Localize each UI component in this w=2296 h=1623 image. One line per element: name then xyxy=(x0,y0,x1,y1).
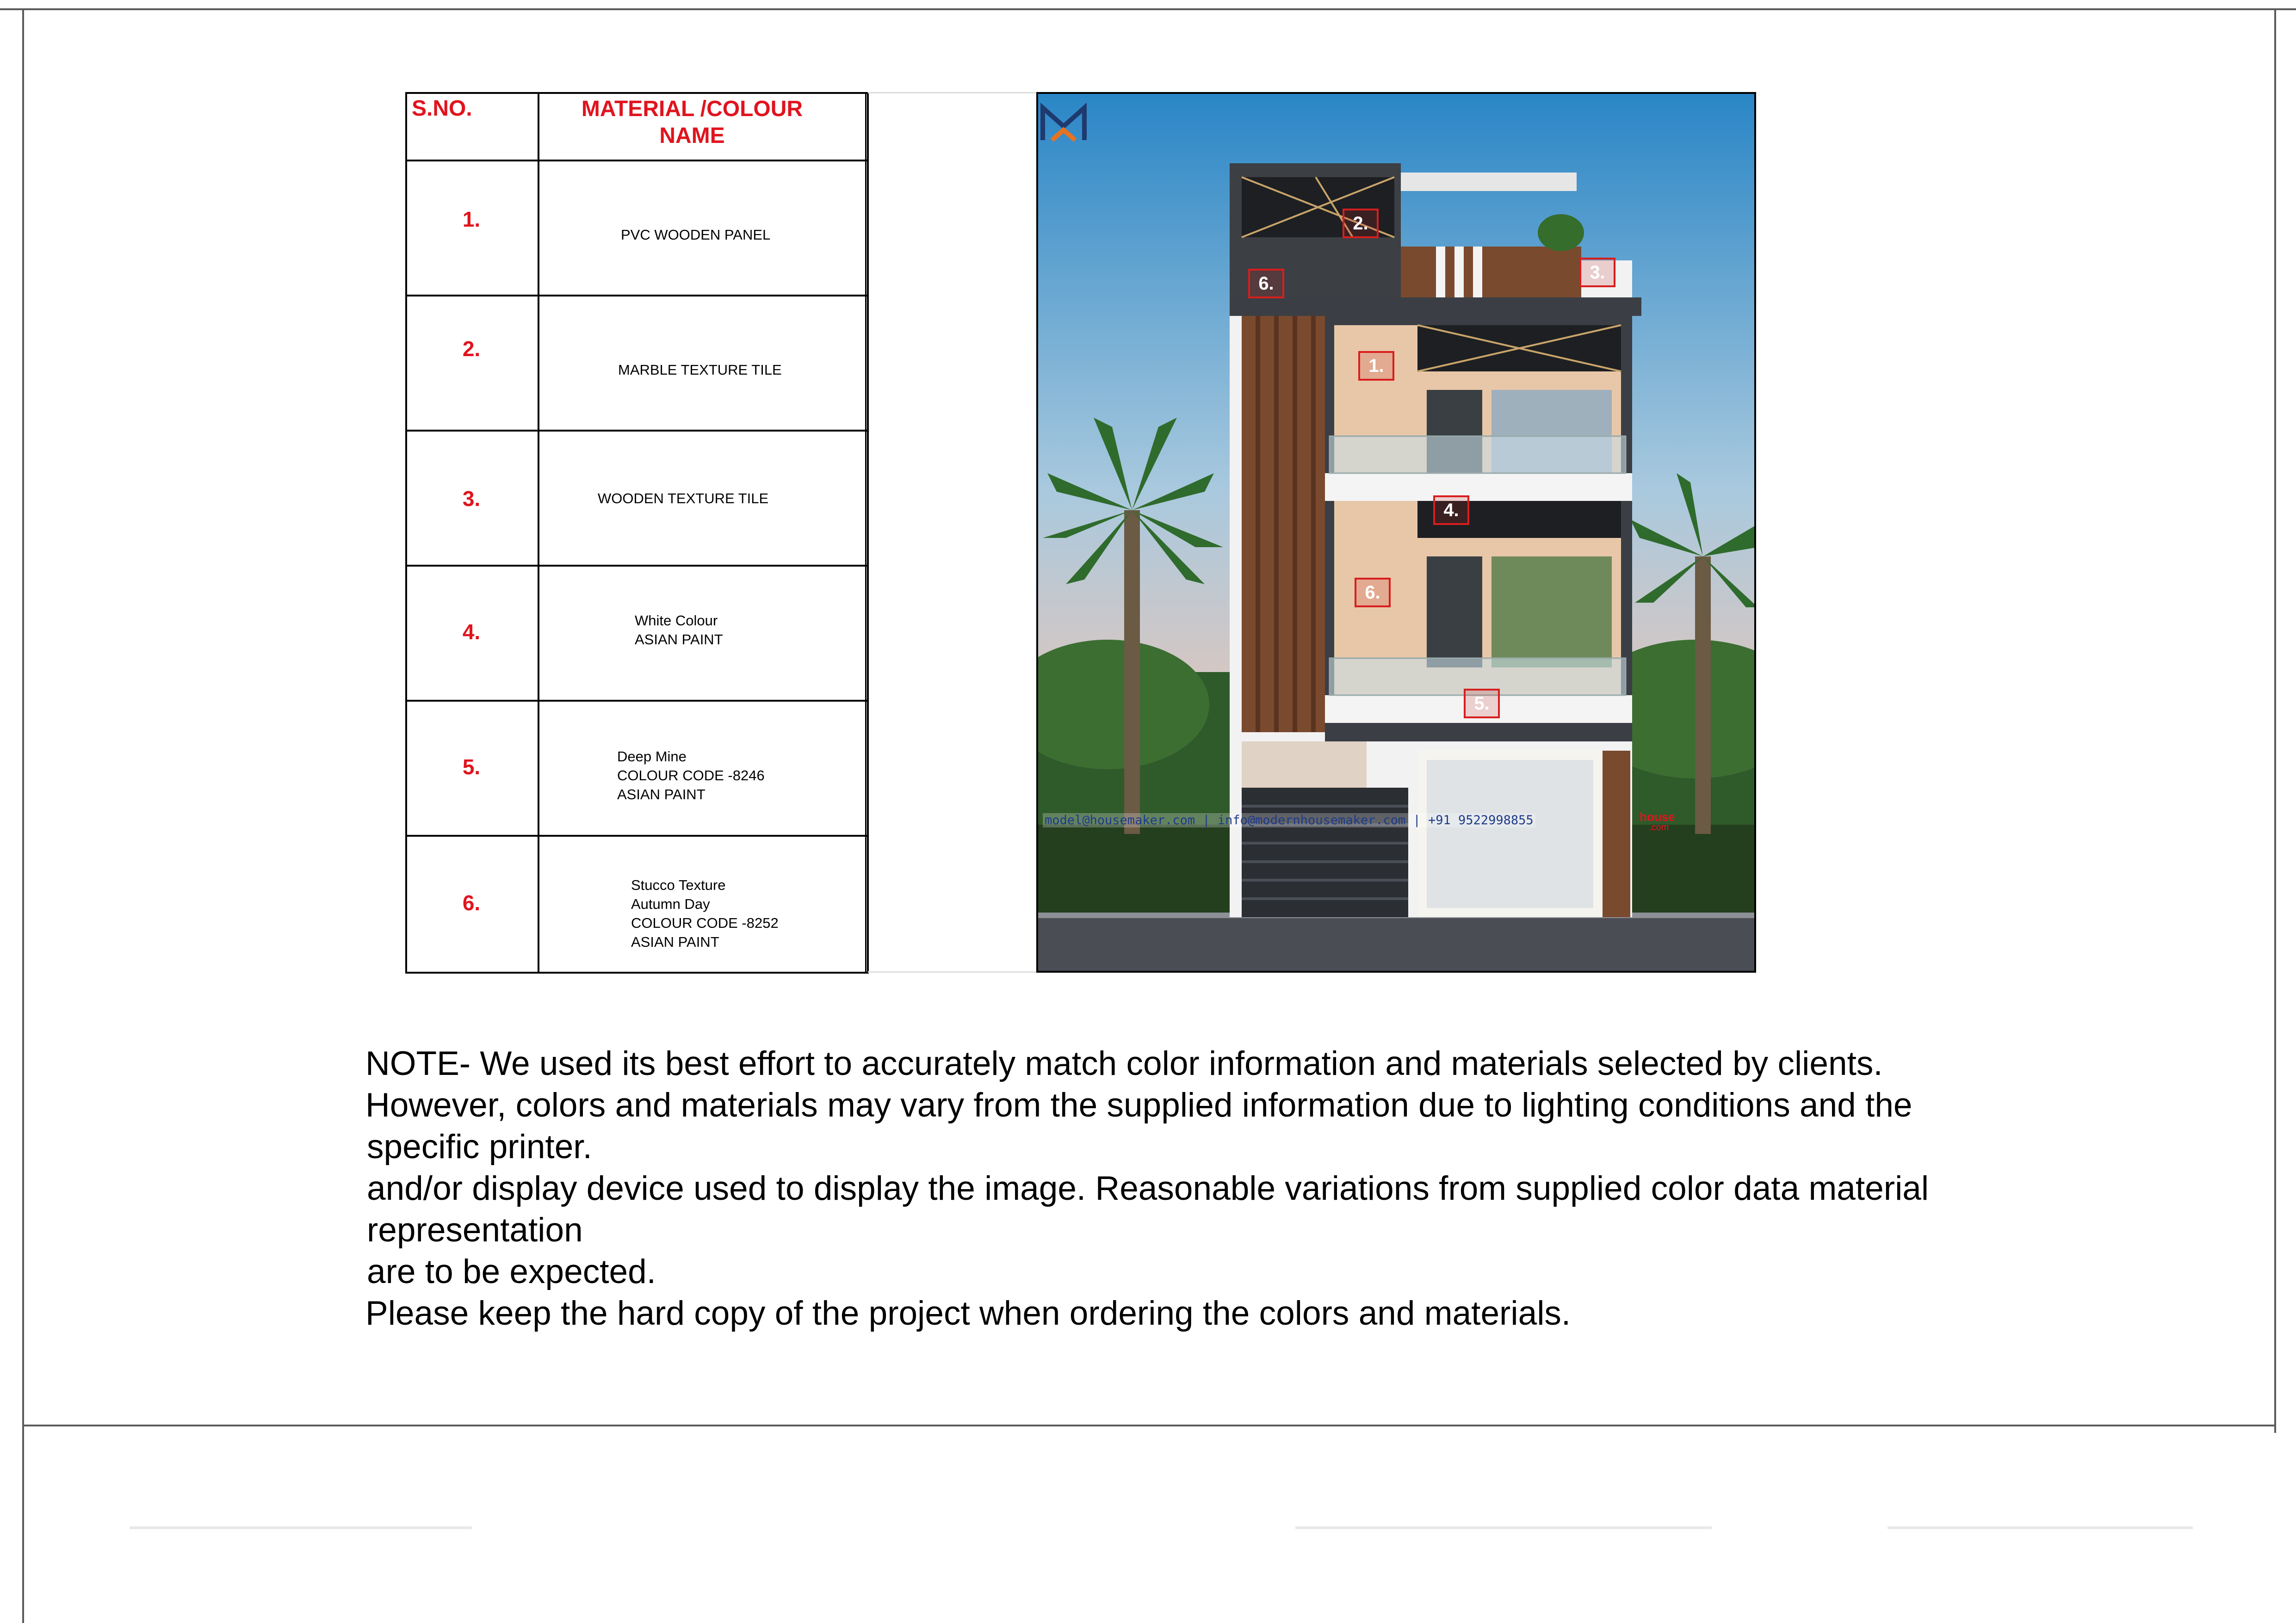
legend-row-2-sno: 2. xyxy=(462,337,481,361)
material-line: WOODEN TEXTURE TILE xyxy=(598,490,769,506)
legend-row-divider xyxy=(405,700,868,702)
material-tag-6-top: 6. xyxy=(1248,269,1284,298)
legend-row-4-material xyxy=(635,611,723,649)
material-line: PVC WOODEN PANEL xyxy=(621,227,771,243)
disclaimer-note xyxy=(365,1043,1985,1334)
legend-right-border xyxy=(865,92,866,973)
elevation-render xyxy=(1036,92,1756,973)
legend-row-6-sno: 6. xyxy=(462,891,481,915)
frame-top-border xyxy=(0,8,2296,10)
legend-row-divider xyxy=(405,160,868,161)
material-line: ASIAN PAINT xyxy=(617,786,706,802)
legend-row-divider xyxy=(405,430,868,432)
frame-title-block-divider xyxy=(22,1425,2275,1426)
legend-row-1-material xyxy=(621,225,770,244)
brand-logo-icon xyxy=(1038,94,1089,145)
material-tag-2: 2. xyxy=(1343,209,1379,238)
material-line: Deep Mine xyxy=(617,748,687,765)
legend-to-render-top-rule xyxy=(868,92,1039,93)
material-tag-1: 1. xyxy=(1358,351,1394,381)
material-legend-table xyxy=(405,92,868,973)
material-tag-4: 4. xyxy=(1433,495,1469,525)
brand-name: house xyxy=(1640,810,1675,824)
note-line: specific printer. xyxy=(367,1128,592,1166)
note-line: are to be expected. xyxy=(367,1253,656,1290)
frame-right-border xyxy=(2274,8,2276,1433)
legend-row-3-sno: 3. xyxy=(462,487,481,511)
material-line: White Colour xyxy=(635,612,718,629)
elevation-illustration xyxy=(1038,94,1756,973)
material-line: Autumn Day xyxy=(631,896,710,912)
legend-column-divider xyxy=(538,92,539,973)
legend-row-divider xyxy=(405,835,868,837)
title-block-faint-text xyxy=(1888,1526,2193,1529)
note-line: and/or display device used to display the image. Reasonable variations from supplied color data material xyxy=(367,1170,1929,1207)
legend-row-divider xyxy=(405,295,868,296)
note-line: However, colors and materials may vary from the supplied information due to lighting conditions and the xyxy=(365,1086,1912,1124)
title-block-faint-text xyxy=(1295,1526,1712,1529)
material-line: ASIAN PAINT xyxy=(635,631,723,648)
legend-header-sno: S.NO. xyxy=(412,96,472,121)
frame-left-border xyxy=(22,8,24,1623)
legend-row-2-material xyxy=(618,360,782,379)
note-line: representation xyxy=(367,1211,583,1249)
legend-header-material xyxy=(539,96,845,149)
material-line: COLOUR CODE -8246 xyxy=(617,767,765,784)
material-line: Stucco Texture xyxy=(631,877,726,893)
material-line: COLOUR CODE -8252 xyxy=(631,915,779,931)
note-line: NOTE- We used its best effort to accurately match color information and materials selected by clients. xyxy=(365,1045,1883,1082)
legend-row-6-material xyxy=(631,876,779,951)
brand-tld: .com xyxy=(1649,822,1669,833)
material-tag-5: 5. xyxy=(1464,689,1500,718)
material-tag-3: 3. xyxy=(1579,258,1615,287)
legend-row-4-sno: 4. xyxy=(462,620,481,644)
material-tag-6: 6. xyxy=(1355,578,1391,607)
material-line: ASIAN PAINT xyxy=(631,934,719,950)
legend-row-3-material xyxy=(598,489,768,508)
legend-header-material-line2: NAME xyxy=(659,123,725,148)
legend-row-divider xyxy=(405,565,868,567)
legend-header-material-line1: MATERIAL /COLOUR xyxy=(581,97,803,121)
note-line: Please keep the hard copy of the project when ordering the colors and materials. xyxy=(365,1295,1571,1332)
contact-watermark: model@housemaker.com | info@modernhousemaker.com | +91 9522998855 xyxy=(1043,813,1535,827)
legend-row-5-sno: 5. xyxy=(462,755,481,779)
material-line: MARBLE TEXTURE TILE xyxy=(618,362,782,378)
title-block-faint-text xyxy=(130,1526,472,1529)
legend-row-5-material xyxy=(617,747,765,804)
legend-to-render-bottom-rule xyxy=(868,971,1039,973)
legend-row-1-sno: 1. xyxy=(462,207,481,231)
